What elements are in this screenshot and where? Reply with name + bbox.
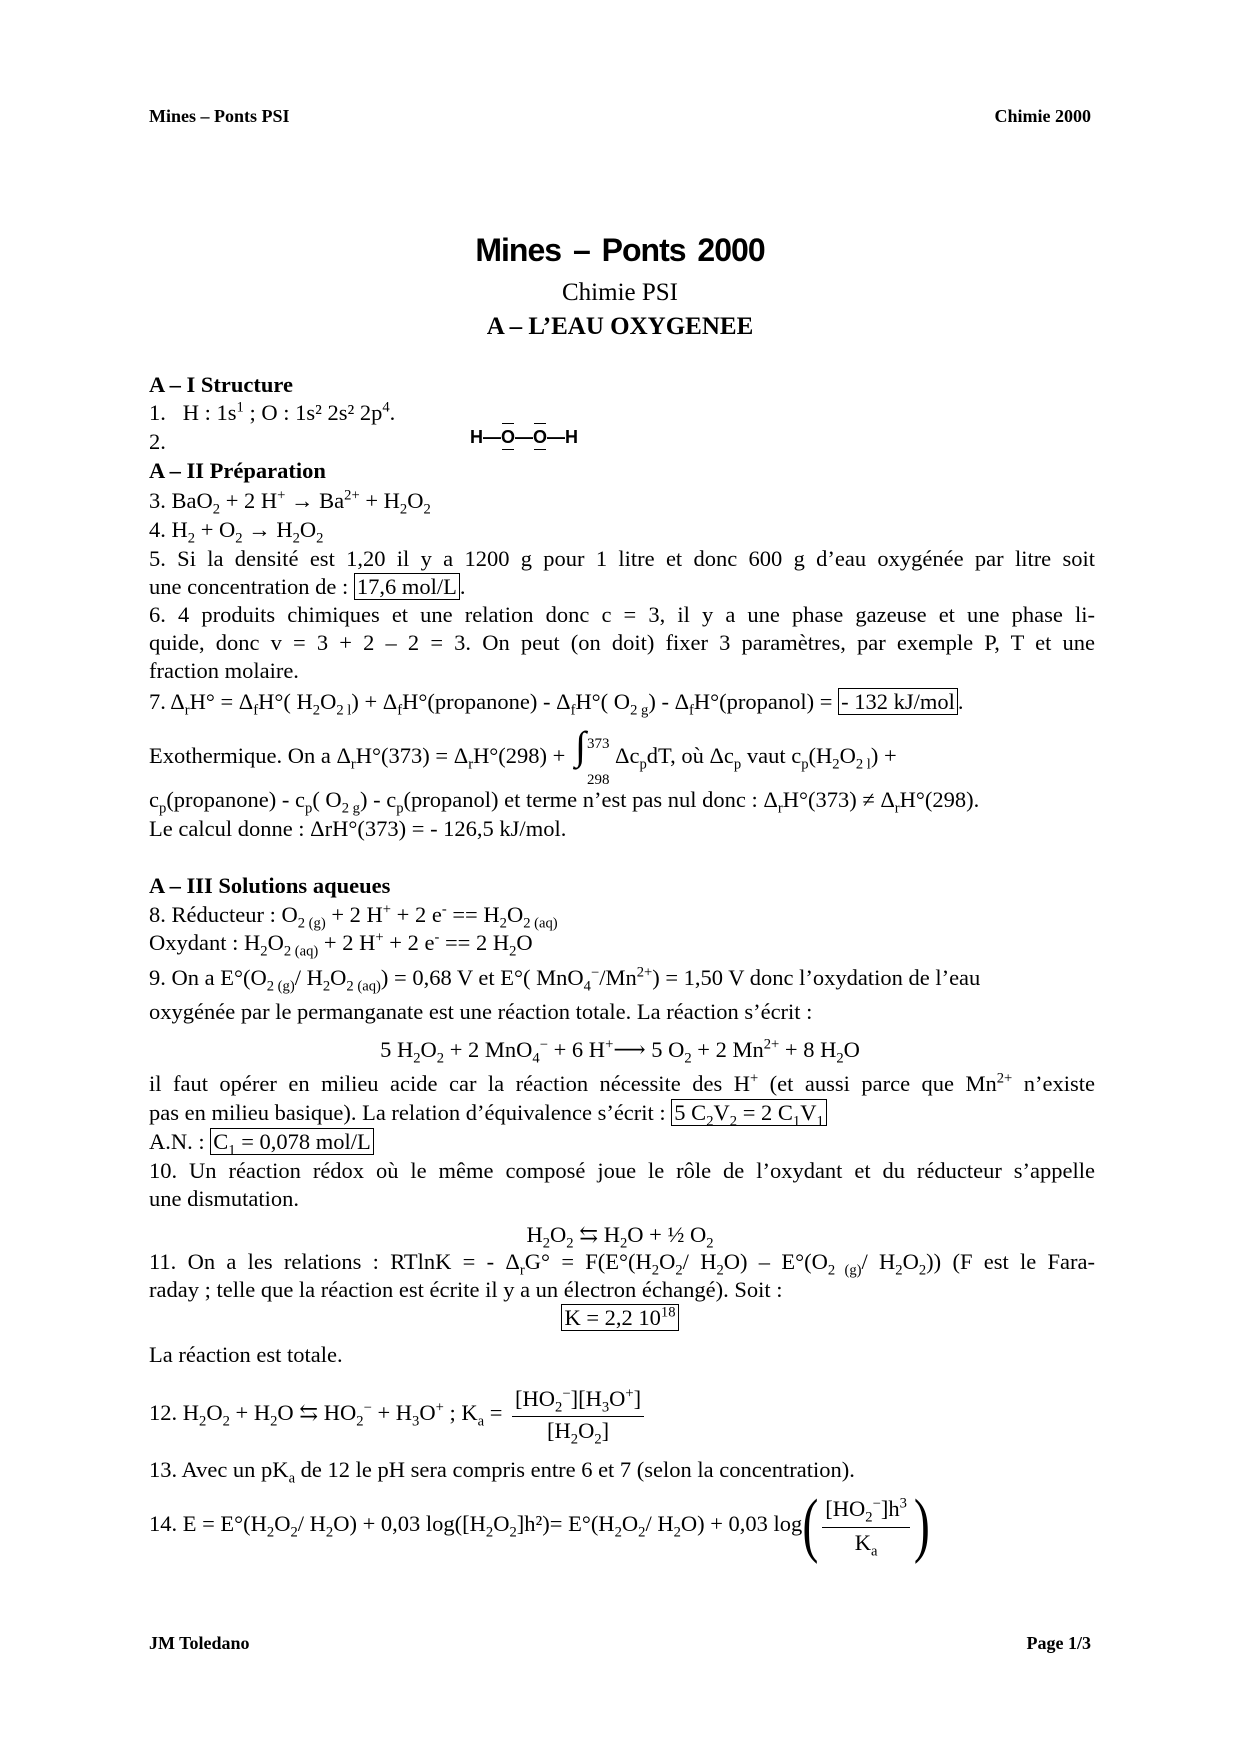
q13: 13. Avec un $pK_a$ de 12 le pH sera compris entre 6 et 7 (selon la concentration). bbox=[149, 1457, 855, 1487]
header-right: Chimie 2000 bbox=[994, 106, 1091, 126]
document-subtitle: Chimie PSI bbox=[562, 279, 678, 306]
q8-reducteur: 8. Réducteur : $O_{2 (g)} + 2$ H+ + 2 $e^- == H_2O_{2 (aq)}$ bbox=[149, 901, 558, 932]
q9-line3: il faut opérer en milieu acide car la réaction nécessite des H+ (et aussi parce que $Mn^{2+}$ n’existe bbox=[149, 1070, 1095, 1096]
ka-fraction: $\frac{[HO_2^-][H_3O^+]}{[H_2O_2]}$ bbox=[512, 1385, 644, 1445]
q10-line2: une dismutation. bbox=[149, 1186, 299, 1211]
header-left: Mines – Ponts PSI bbox=[149, 106, 290, 126]
q5-line1: 5. Si la densité est 1,20 il y a 1200 g pour 1 litre et donc 600 g d’eau oxygénée par litre soit bbox=[149, 546, 1095, 571]
q10-equation: $H_2O_2$ ⇆ $H_2O$ + ½ $O_2$ bbox=[526, 1222, 714, 1252]
q14: 14. $E = E^\circ(H_2O_2/$ $H_2O) + 0,03$ $\log([H_2O_2]h^2)= E^\circ(H_2O_2/$ $H_2O) + 0,03$ log( $\frac{[HO_2^-]h^3}{K_a}$ ) bbox=[149, 1485, 930, 1565]
q11-line2: raday ; telle que la réaction est écrite il y a un électron échangé). Soit : bbox=[149, 1277, 783, 1302]
q11-K: K = 2,2 $10^{18}$ bbox=[0, 1304, 1240, 1332]
q9-line2: oxygénée par le permanganate est une réaction totale. La réaction s’écrit : bbox=[149, 999, 813, 1024]
q10-line1: 10. Un réaction rédox où le même composé joue le rôle de l’oxydant et du réducteur s’appelle bbox=[149, 1158, 1095, 1183]
q9-equation: 5 $H_2O_2 + 2$ MnO$_4$− + 6 H+⟶ 5 $O_2 + 2$ $Mn^{2+} + 8$ $H_2O$ bbox=[380, 1036, 860, 1067]
q5-answer: 17,6 mol/L bbox=[354, 573, 460, 600]
q6-line1: 6. 4 produits chimiques et une relation donc c = 3, il y a une phase gazeuse et une phase li- bbox=[149, 602, 1095, 627]
q7-line1: 7. $\Delta_rH^\circ = \Delta_fH^\circ$( $H_2O_{2 l}$) + $\Delta_fH^\circ(propanone) - \Delta_fH^\circ$( $O_{2 g}$) - $\Delta_fH^\circ(propanol)$ = - 132 kJ/mol . bbox=[149, 689, 964, 719]
section-solutions: A – III Solutions aqueues bbox=[149, 873, 391, 898]
lewis-structure: H—O—O—H bbox=[470, 427, 579, 447]
q11-total: La réaction est totale. bbox=[149, 1342, 343, 1367]
q7-answer: - 132 kJ/mol bbox=[838, 688, 958, 715]
section-structure: A – I Structure bbox=[149, 372, 293, 397]
part-title: A – L’EAU OXYGENEE bbox=[486, 313, 754, 340]
q1: 1. H : $1s^1$ ; O : 1s² 2s² $2p^4$. bbox=[149, 399, 396, 425]
integral-symbol: ∫ 373 298 bbox=[574, 723, 610, 788]
q9-an: A.N. : $C_1 = 0,078$ mol/L bbox=[149, 1128, 1095, 1156]
q8-oxydant: Oxydant : $H_2O_{2 (aq)} + 2$ H+ + 2 e- == 2 $H_2O$ bbox=[149, 929, 533, 960]
q14-fraction: $\frac{[HO_2^-]h^3}{K_a}$ bbox=[822, 1494, 910, 1558]
document-title: Mines – Ponts 2000 bbox=[475, 232, 765, 268]
q9-an-answer: $C_1 = 0,078$ mol/L bbox=[210, 1128, 374, 1155]
q6-line3: fraction molaire. bbox=[149, 658, 299, 683]
q7-result: Le calcul donne : ΔrH°(373) = - 126,5 kJ/mol. bbox=[149, 816, 567, 841]
q9-line4: pas en milieu basique). La relation d’équivalence s’écrit : 5 $C_2V_2 = 2$ $C_1V_1$ bbox=[149, 1099, 1095, 1127]
q2: 2. bbox=[149, 429, 166, 454]
q5-line2: une concentration de : 17,6 mol/L . bbox=[149, 574, 466, 599]
section-preparation: A – II Préparation bbox=[149, 458, 326, 483]
q7-line3: $c_p(propanone) - c_p$( $O_{2 g}$) - $c_p(propanol)$ et terme n’est pas nul donc : $\Delta_rH^\circ(373) \ne \Delta_rH^\circ(298)$. bbox=[149, 787, 980, 817]
q3: 3. BaO$_2$ + 2 $H^+ \to Ba^{2+} + H_2O_2$ bbox=[149, 487, 431, 518]
q12: 12. $H_2O_2 + H_2O$ ⇆ $HO_2^- + H_3O^+$ ; $K_a$ = $\frac{[HO_2^-][H_3O^+]}{[H_2O_2]}$ bbox=[149, 1378, 1095, 1448]
q6-line2: quide, donc v = 3 + 2 – 2 = 3. On peut (on doit) fixer 3 paramètres, par exemple P, T et une bbox=[149, 630, 1095, 655]
q4: 4. $H_2 + O_2 \to H_2O_2$ bbox=[149, 517, 324, 547]
footer-author: JM Toledano bbox=[149, 1633, 250, 1653]
q7-line2: Exothermique. On a $\Delta_rH^\circ(373) = \Delta_rH^\circ(298)$ + ∫ 373 298 $\Delta c_pdT$, où $\Delta c_p$ vaut $c_p(H_2O_{2 l})$ + bbox=[149, 723, 897, 788]
footer-page: Page 1/3 bbox=[1026, 1633, 1091, 1653]
q9-line1: 9. On a $E^\circ(O_{2 (g)}/$ $H_2O_{2 (aq)}) = 0,68$ V et E°( $MnO_4^-/Mn^{2+}) = 1,50$ V donc l’oxydation de l’eau bbox=[149, 964, 981, 995]
q9-relation: 5 $C_2V_2 = 2$ $C_1V_1$ bbox=[671, 1099, 826, 1126]
q11-line1: 11. On a les relations : RTlnK = - $\Delta_rG^\circ = F(E^\circ(H_2O_2/$ $H_2O) - E^\circ(O_{2 (g)}/$ $H_2O_2$)) (F est le Fara- bbox=[149, 1249, 1096, 1279]
